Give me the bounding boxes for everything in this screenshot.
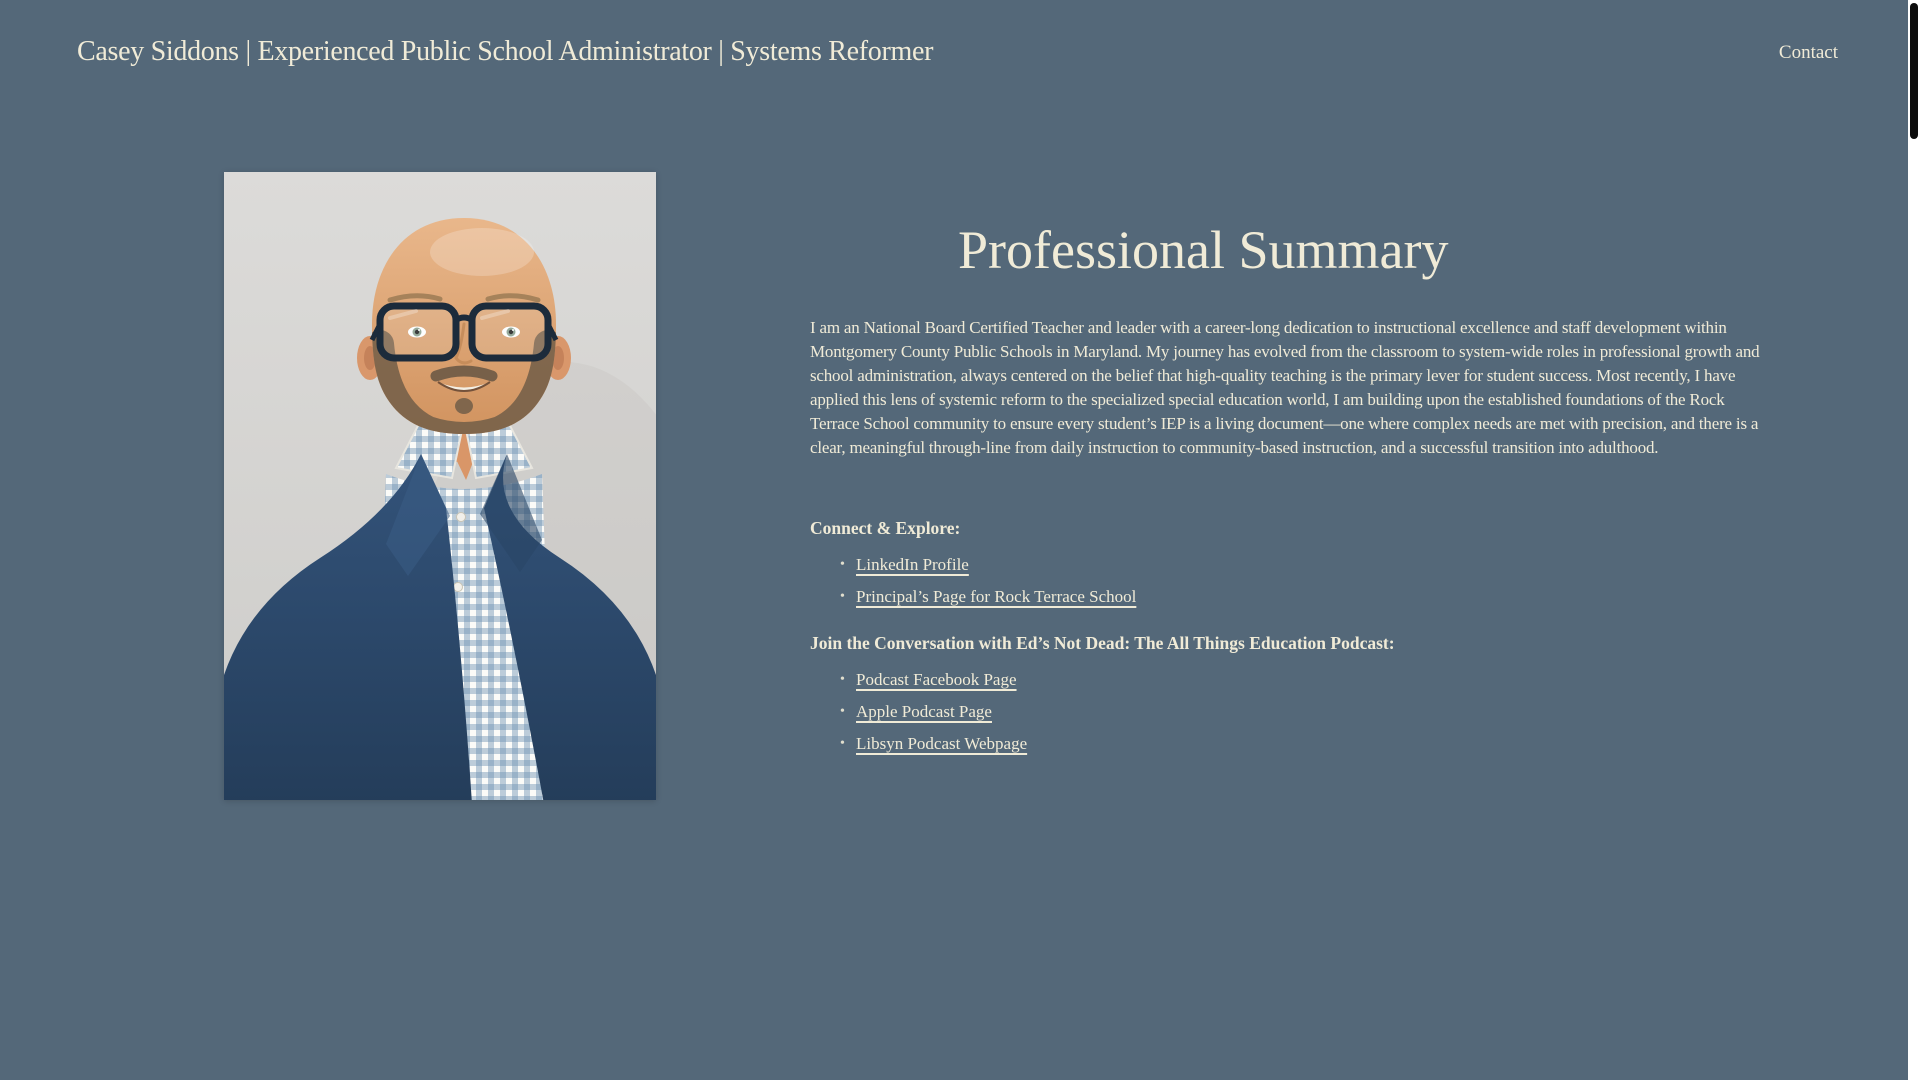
apple-podcast-link[interactable]: Apple Podcast Page — [856, 702, 992, 722]
podcast-heading: Join the Conversation with Ed’s Not Dead: The All Things Education Podcast: — [810, 633, 1395, 654]
headshot-illustration — [224, 172, 656, 800]
portrait-photo — [224, 172, 656, 800]
linkedin-profile-link[interactable]: LinkedIn Profile — [856, 555, 969, 575]
list-item — [810, 668, 1760, 692]
contact-link[interactable]: Contact — [1778, 42, 1838, 63]
scrollbar[interactable] — [1908, 0, 1920, 1080]
page-title: Professional Summary — [958, 220, 1449, 280]
principals-page-link[interactable]: Principal’s Page for Rock Terrace School — [856, 587, 1137, 607]
connect-heading: Connect & Explore: — [810, 518, 961, 539]
list-item — [810, 585, 1760, 609]
summary-paragraph: I am an National Board Certified Teacher and leader with a career-long dedication to instructional excellence and staff development within Montgomery County Public Schools in Maryland. My journey has evolved from the classroom to system-wide roles in professional growth and school administration, always centered on the belief that high-quality teaching is the primary lever for student success. Most recently, I have applied this lens of systemic reform to the specialized special education world, I am building upon the established foundations of the Rock Terrace School community to ensure every student’s IEP is a living document—one where complex needs are met with precision, and there is a clear, meaningful through-line from daily instruction to community-based instruction, and a successful transition into adulthood. — [810, 318, 1760, 458]
list-item — [810, 700, 1760, 724]
libsyn-podcast-link[interactable]: Libsyn Podcast Webpage — [856, 734, 1028, 754]
professional-summary-section — [810, 220, 1760, 756]
list-item — [810, 553, 1760, 577]
podcast-facebook-link[interactable]: Podcast Facebook Page — [856, 670, 1017, 690]
list-item — [810, 732, 1760, 756]
connect-links-list — [810, 553, 1760, 609]
scrollbar-thumb[interactable] — [1910, 3, 1918, 139]
podcast-links-list — [810, 668, 1760, 756]
site-title: Casey Siddons | Experienced Public School Administrator | Systems Reformer — [77, 36, 934, 67]
